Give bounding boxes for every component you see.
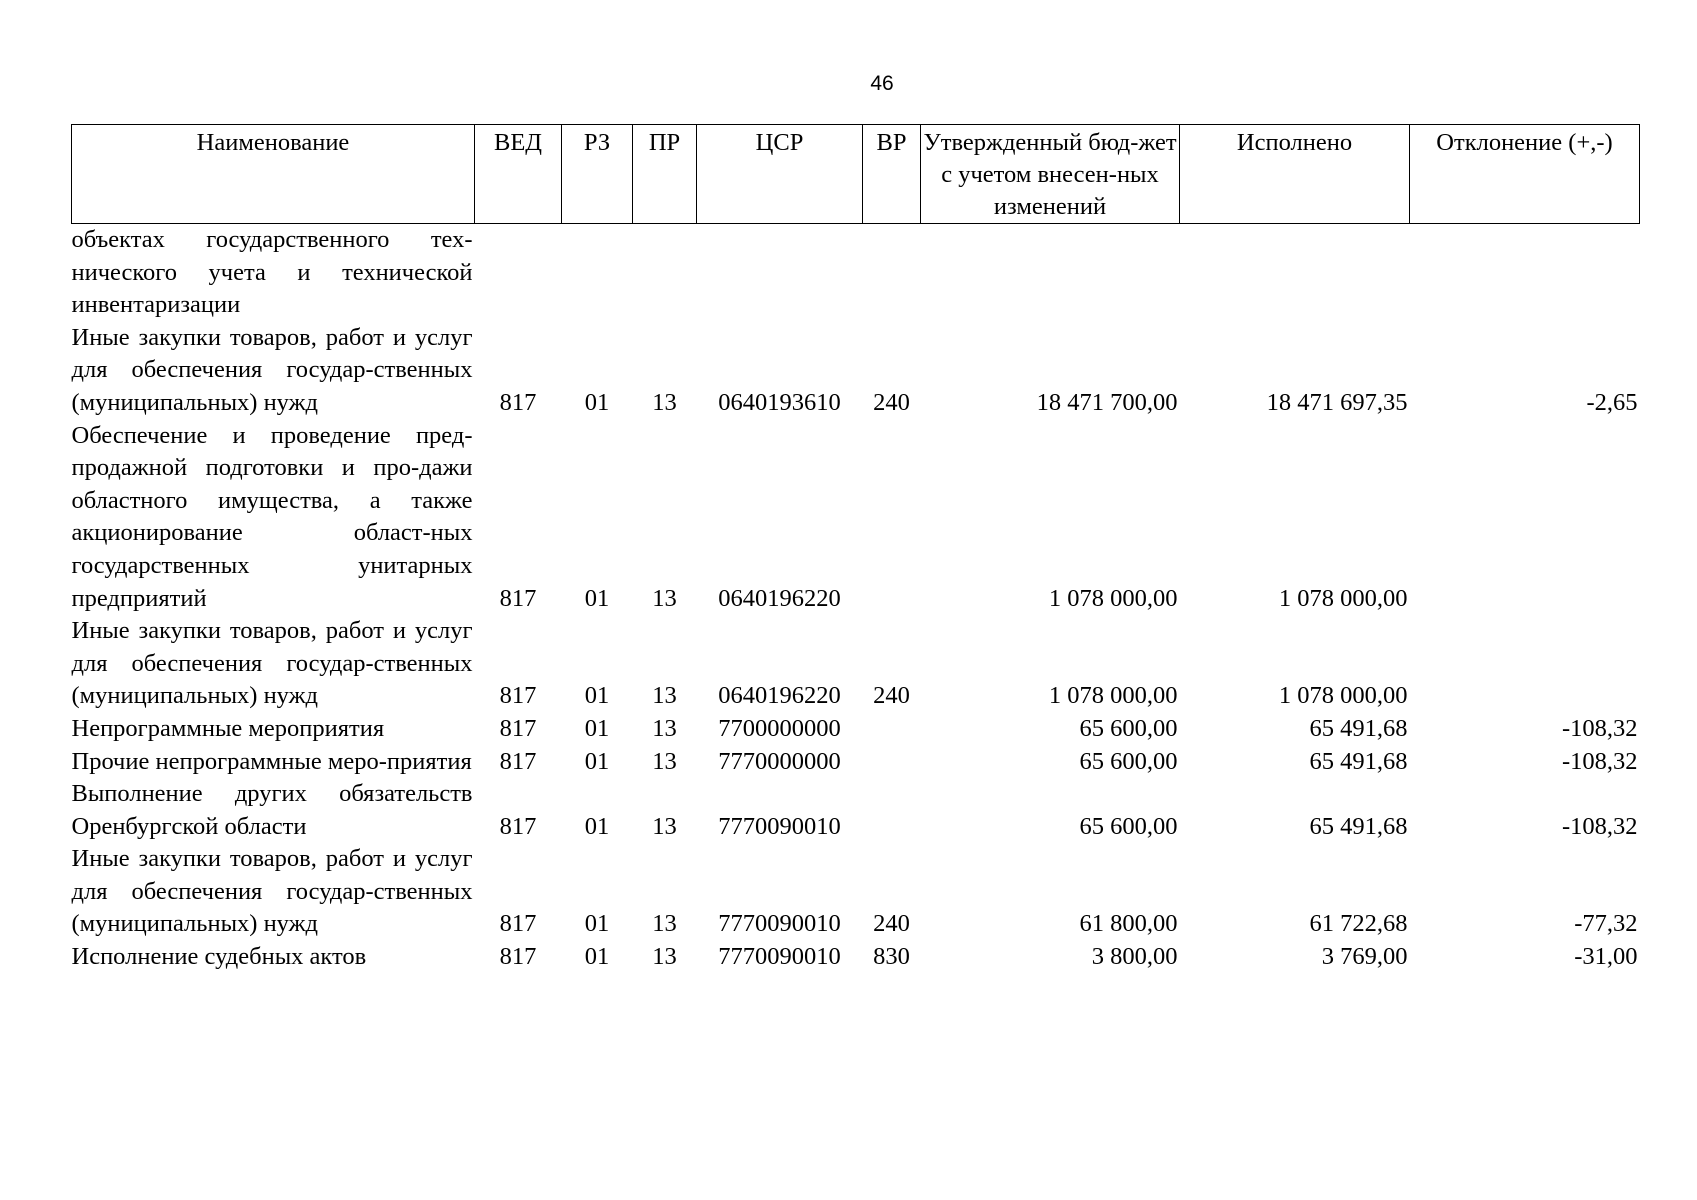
cell-executed: 65 491,68 (1309, 714, 1408, 742)
cell-deviation (1410, 420, 1640, 616)
header-executed: Исполнено (1180, 125, 1410, 224)
cell-executed: 3 769,00 (1321, 943, 1408, 971)
cell-vr: 240 (873, 388, 910, 416)
cell-rz: 01 (584, 747, 610, 775)
page-number: 46 (870, 72, 894, 95)
header-name: Наименование (72, 125, 475, 224)
cell-name: Иные закупки товаров, работ и услуг для обеспечения государ-ственных (муниципальных) нужд (71, 845, 473, 938)
cell-pr: 13 (652, 584, 677, 612)
cell-approved: 65 600,00 (1079, 812, 1178, 840)
budget-execution-table (71, 124, 1640, 974)
cell-rz: 01 (584, 682, 610, 710)
cell-csr: 0640196220 (718, 584, 841, 612)
cell-ved: 817 (499, 584, 537, 612)
cell-deviation: -108,32 (1561, 812, 1638, 840)
cell-approved: 18 471 700,00 (1036, 388, 1178, 416)
cell-executed: 1 078 000,00 (1278, 682, 1408, 710)
cell-vr: 240 (873, 910, 910, 938)
cell-rz: 01 (584, 388, 610, 416)
cell-ved: 817 (499, 388, 537, 416)
cell-rz: 01 (584, 584, 610, 612)
cell-ved: 817 (499, 714, 537, 742)
cell-ved: 817 (499, 682, 537, 710)
cell-name: Исполнение судебных актов (71, 943, 367, 971)
header-vr: ВР (863, 125, 921, 224)
cell-vr: 830 (873, 943, 910, 971)
header-rz: РЗ (562, 125, 633, 224)
cell-approved: 65 600,00 (1079, 747, 1178, 775)
table-row (72, 420, 1640, 616)
cell-approved (921, 224, 1180, 322)
cell-vr: 240 (873, 682, 910, 710)
header-csr: ЦСР (697, 125, 863, 224)
cell-rz: 01 (584, 812, 610, 840)
cell-name: объектах государственного тех-нического учета и технической инвентаризации (71, 226, 473, 319)
header-deviation: Отклонение (+,-) (1410, 125, 1640, 224)
table-row (72, 941, 1640, 974)
cell-pr: 13 (652, 388, 677, 416)
cell-rz: 01 (584, 943, 610, 971)
cell-deviation (1410, 615, 1640, 713)
header-approved-budget: Утвержденный бюд-жет с учетом внесен-ных изменений (921, 125, 1180, 224)
cell-name: Непрограммные мероприятия (71, 714, 385, 742)
cell-executed: 61 722,68 (1309, 910, 1408, 938)
cell-pr: 13 (652, 714, 677, 742)
header-ved: ВЕД (475, 125, 562, 224)
cell-name: Обеспечение и проведение пред-продажной подготовки и про-дажи областного имущества, а также акционирование област-ных государственных унитарных предприятий (71, 421, 473, 612)
cell-rz: 01 (584, 910, 610, 938)
cell-pr (633, 224, 697, 322)
cell-csr: 7770090010 (718, 812, 841, 840)
table-row (72, 713, 1640, 746)
cell-deviation: -77,32 (1574, 910, 1638, 938)
cell-csr: 7700000000 (718, 714, 841, 742)
cell-pr: 13 (652, 682, 677, 710)
cell-executed: 1 078 000,00 (1278, 584, 1408, 612)
table-row (72, 778, 1640, 843)
cell-name: Иные закупки товаров, работ и услуг для обеспечения государ-ственных (муниципальных) нужд (71, 323, 473, 416)
cell-approved: 3 800,00 (1091, 943, 1178, 971)
cell-csr (697, 224, 863, 322)
cell-csr: 7770090010 (718, 910, 841, 938)
cell-name: Прочие непрограммные меро-приятия (71, 747, 472, 775)
cell-ved (475, 224, 562, 322)
cell-rz (562, 224, 633, 322)
cell-approved: 1 078 000,00 (1048, 682, 1178, 710)
cell-csr: 7770090010 (718, 943, 841, 971)
cell-csr: 7770000000 (718, 747, 841, 775)
cell-csr: 0640193610 (718, 388, 841, 416)
cell-name: Выполнение других обязательств Оренбургской области (71, 780, 473, 840)
cell-pr: 13 (652, 747, 677, 775)
cell-csr: 0640196220 (718, 682, 841, 710)
header-pr: ПР (633, 125, 697, 224)
cell-ved: 817 (499, 747, 537, 775)
cell-approved: 61 800,00 (1079, 910, 1178, 938)
cell-name: Иные закупки товаров, работ и услуг для обеспечения государ-ственных (муниципальных) нужд (71, 617, 473, 710)
table-row (72, 224, 1640, 322)
table-row (72, 322, 1640, 420)
table-row (72, 615, 1640, 713)
cell-deviation: -2,65 (1586, 388, 1638, 416)
cell-vr (863, 224, 921, 322)
cell-vr (863, 778, 921, 843)
cell-approved: 65 600,00 (1079, 714, 1178, 742)
cell-executed: 65 491,68 (1309, 812, 1408, 840)
table-row (72, 746, 1640, 779)
table-header-row (72, 125, 1640, 224)
cell-pr: 13 (652, 943, 677, 971)
cell-vr (863, 713, 921, 746)
cell-ved: 817 (499, 812, 537, 840)
cell-pr: 13 (652, 812, 677, 840)
cell-approved: 1 078 000,00 (1048, 584, 1178, 612)
cell-ved: 817 (499, 943, 537, 971)
cell-rz: 01 (584, 714, 610, 742)
cell-deviation: -108,32 (1561, 714, 1638, 742)
cell-ved: 817 (499, 910, 537, 938)
cell-vr (863, 420, 921, 616)
cell-deviation (1410, 224, 1640, 322)
table-row (72, 843, 1640, 941)
cell-executed: 18 471 697,35 (1266, 388, 1408, 416)
cell-executed (1180, 224, 1410, 322)
cell-pr: 13 (652, 910, 677, 938)
cell-executed: 65 491,68 (1309, 747, 1408, 775)
cell-deviation: -31,00 (1574, 943, 1638, 971)
cell-deviation: -108,32 (1561, 747, 1638, 775)
cell-vr (863, 746, 921, 779)
